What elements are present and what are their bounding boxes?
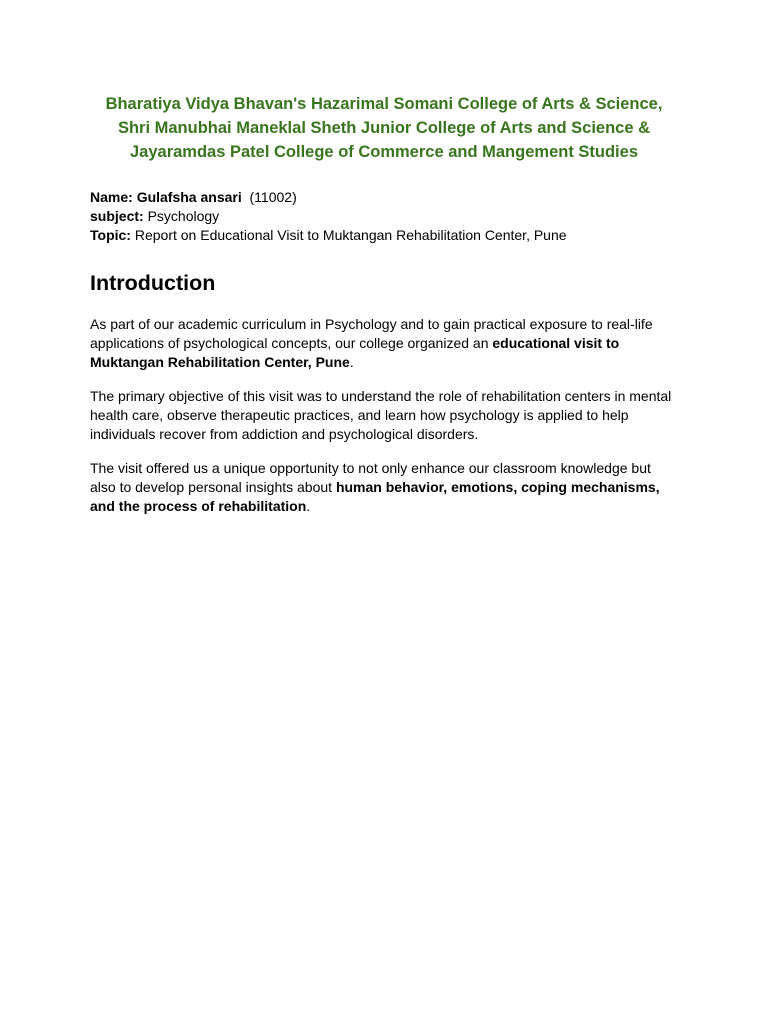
intro-paragraph-2 xyxy=(90,387,678,444)
topic-label: Topic: xyxy=(90,227,131,243)
topic-line xyxy=(90,226,678,245)
paragraph-end: . xyxy=(349,354,354,370)
student-details xyxy=(90,188,678,245)
name-value: Gulafsha ansari xyxy=(136,189,242,205)
name-line xyxy=(90,188,678,207)
introduction-heading: Introduction xyxy=(90,271,216,295)
intro-paragraph-3 xyxy=(90,459,678,516)
paragraph-bold-text: human behavior, emotions, coping mechanisms, and the process of rehabilitation xyxy=(90,479,660,514)
paragraph-text: The visit offered us a unique opportunity to not only enhance our classroom knowledge but also to develop personal insights about xyxy=(90,460,651,495)
intro-paragraph-1 xyxy=(90,315,678,372)
name-label: Name: xyxy=(90,189,133,205)
subject-line xyxy=(90,207,678,226)
paragraph-text: The primary objective of this visit was to understand the role of rehabilitation centers in mental health care, observe therapeutic practices, and learn how psychology is applied to help individuals recover from addiction and psychological disorders. xyxy=(90,388,672,442)
paragraph-bold-text: educational visit to Muktangan Rehabilitation Center, Pune xyxy=(90,335,620,370)
paragraph-text: As part of our academic curriculum in Psychology and to gain practical exposure to real-life applications of psychological concepts, our college organized an xyxy=(90,316,653,351)
topic-value: Report on Educational Visit to Muktangan Rehabilitation Center, Pune xyxy=(134,227,567,243)
roll-number: (11002) xyxy=(249,189,297,205)
paragraph-end: . xyxy=(306,498,311,514)
subject-value: Psychology xyxy=(147,208,220,224)
subject-label: subject: xyxy=(90,208,144,224)
college-title: Bharatiya Vidya Bhavan's Hazarimal Somani College of Arts & Science, Shri Manubhai Maneklal Sheth Junior College of Arts and Science & Jayaramdas Patel College of Commerce and Mangement Studies xyxy=(105,95,663,161)
